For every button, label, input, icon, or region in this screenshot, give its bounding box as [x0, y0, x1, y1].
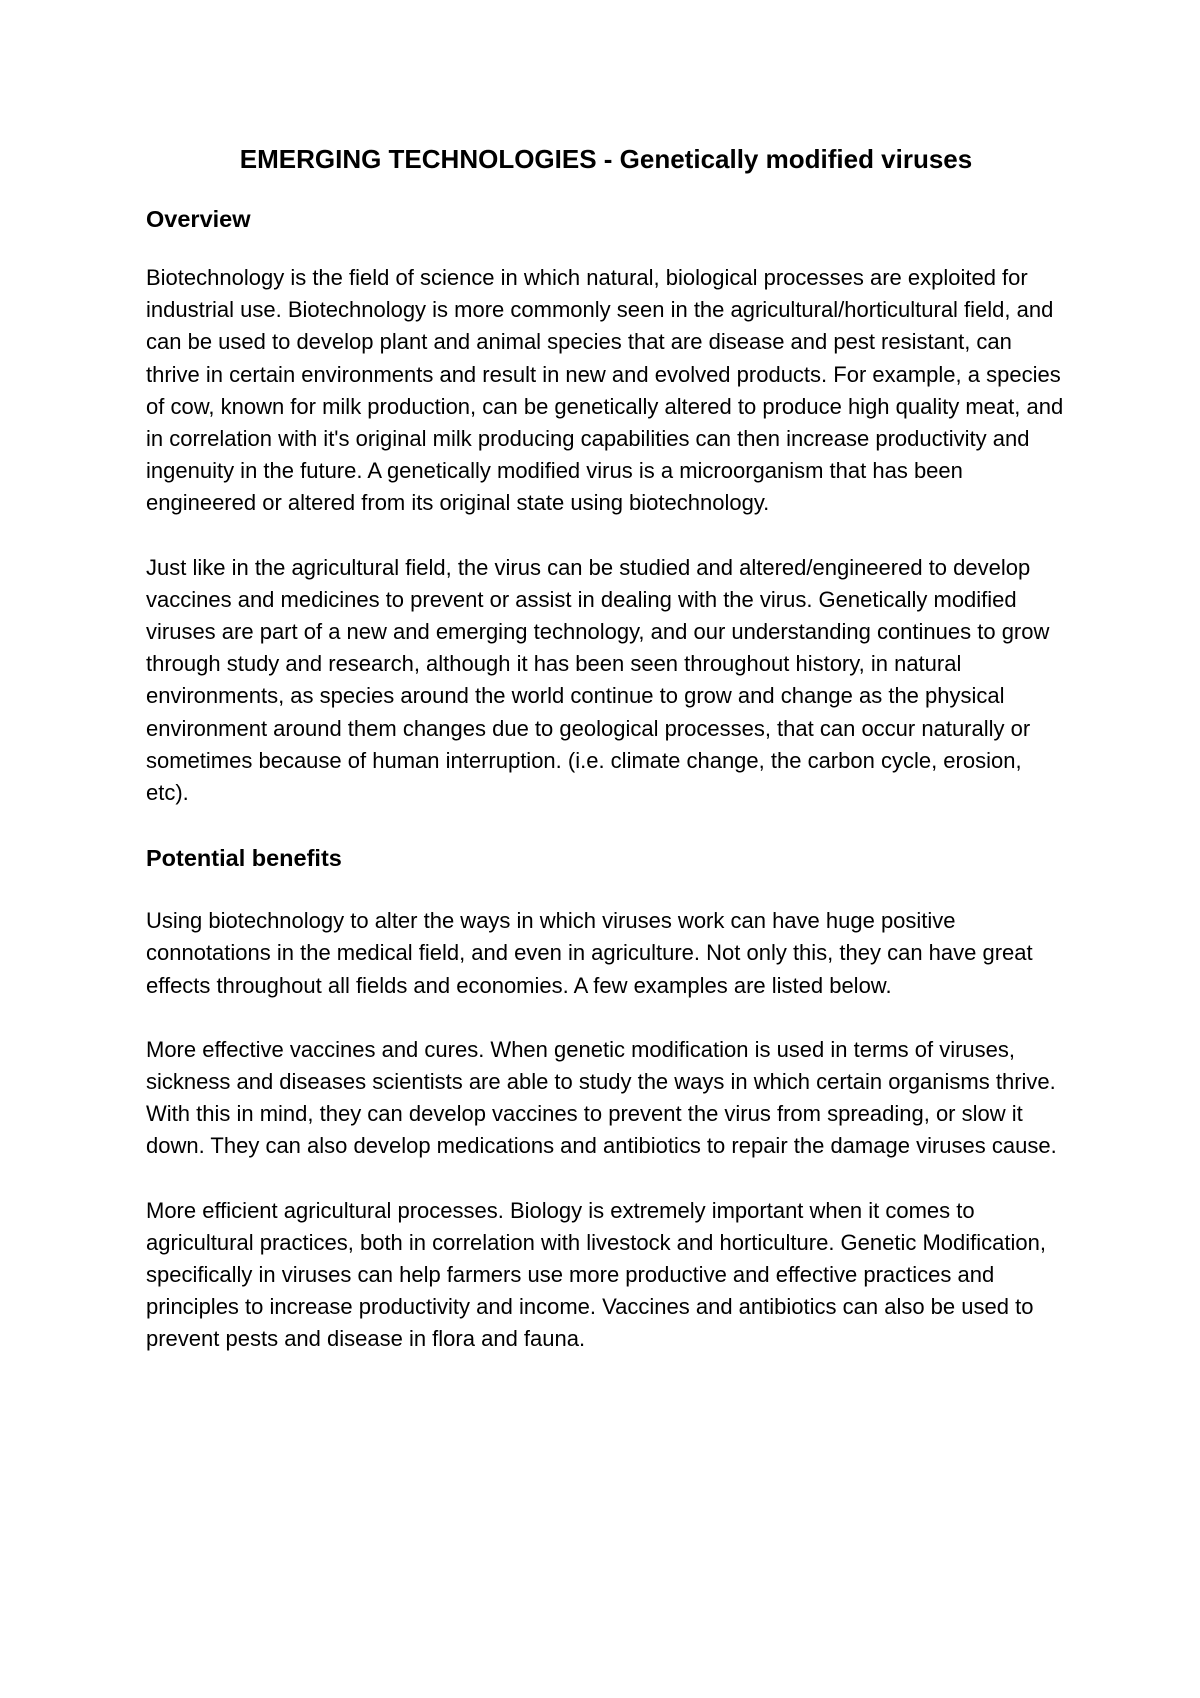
section-heading-potential-benefits: Potential benefits — [146, 845, 342, 872]
paragraph: Biotechnology is the field of science in which natural, biological processes are exploited for industrial use. Biotechnology is more commonly seen in the agricultural/horticultural field, and can be used to develop plant and animal species that are disease and pest resistant, can thrive in certain environments and result in new and evolved products. For example, a species of cow, known for milk production, can be genetically altered to produce high quality meat, and in correlation with it's original milk producing capabilities can then increase productivity and ingenuity in the future. A genetically modified virus is a microorganism that has been engineered or altered from its original state using biotechnology. — [146, 265, 1064, 516]
section-overview — [146, 202, 1066, 809]
section-potential-benefits — [146, 841, 1066, 1355]
paragraph: More effective vaccines and cures. When genetic modification is used in terms of viruses, sickness and diseases scientists are able to study the ways in which certain organisms thrive. With this in mind, they can develop vaccines to prevent the virus from spreading, or slow it down. They can also develop medications and antibiotics to repair the damage viruses cause. — [146, 1036, 1057, 1159]
paragraph: Using biotechnology to alter the ways in which viruses work can have huge positive connotations in the medical field, and even in agriculture. Not only this, they can have great effects throughout all fields and economies. A few examples are listed below. — [146, 908, 1033, 998]
paragraph: Just like in the agricultural field, the virus can be studied and altered/engineered to develop vaccines and medicines to prevent or assist in dealing with the virus. Genetically modified viruses are part of a new and emerging technology, and our understanding continues to grow through study and research, although it has been seen throughout history, in natural environments, as species around the world continue to grow and change as the physical environment around them changes due to geological processes, that can occur naturally or sometimes because of human interruption. (i.e. climate change, the carbon cycle, erosion, etc). — [146, 554, 1050, 806]
paragraph: More efficient agricultural processes. Biology is extremely important when it comes to agricultural practices, both in correlation with livestock and horticulture. Genetic Modification, specifically in viruses can help farmers use more productive and effective practices and principles to increase productivity and income. Vaccines and antibiotics can also be used to prevent pests and disease in flora and fauna. — [146, 1197, 1046, 1352]
document-title: EMERGING TECHNOLOGIES - Genetically modified viruses — [239, 144, 973, 174]
document-body — [146, 140, 1066, 1388]
section-heading-overview: Overview — [146, 206, 251, 232]
